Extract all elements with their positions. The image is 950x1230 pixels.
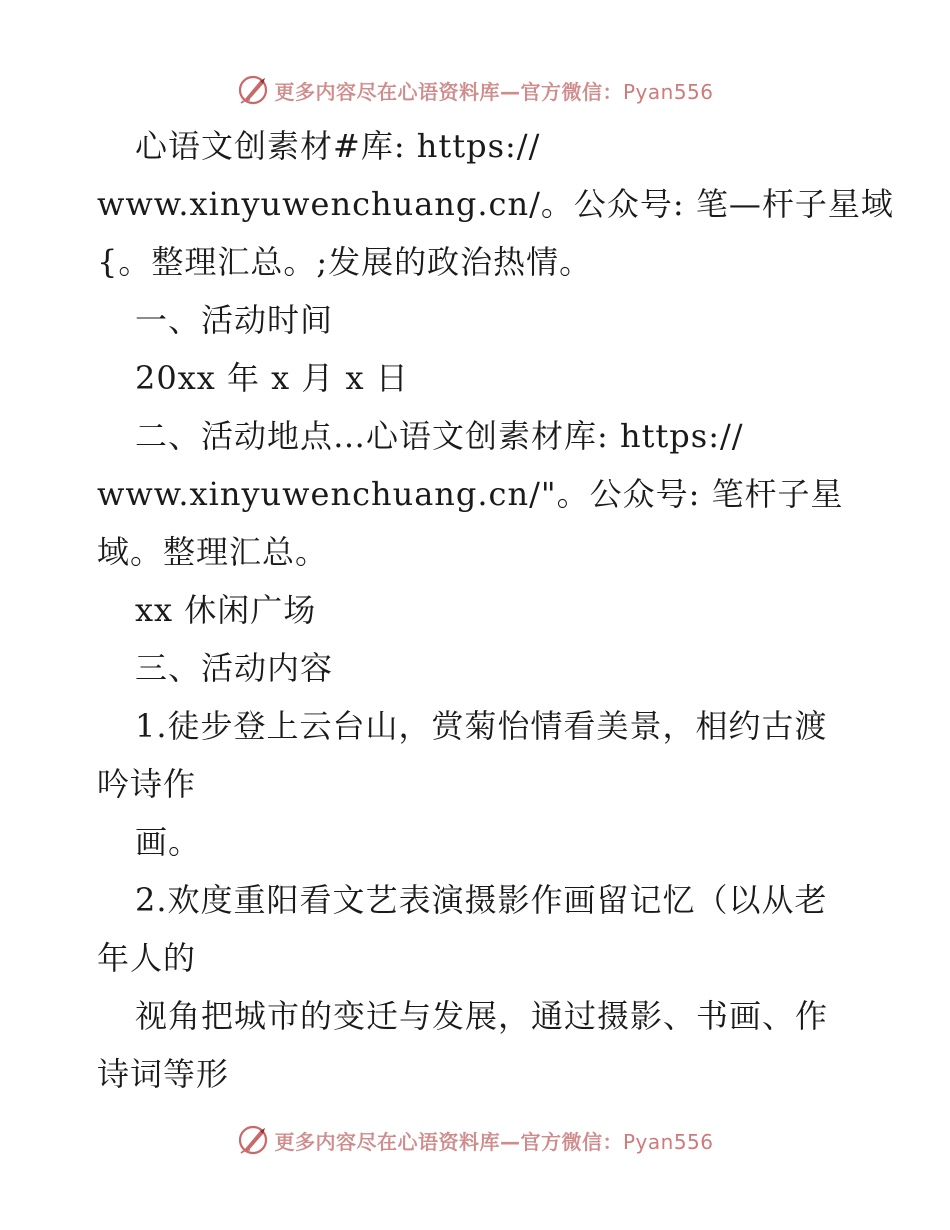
banner-label: 更多内容尽在心语资料库—官方微信： [274,79,623,104]
text-line: 吟诗作 [97,765,197,803]
quill-pen-logo-icon [236,1123,270,1157]
banner-wechat-id: Pyan556 [622,79,714,104]
text-line: 1.徒步登上云台山，赏菊怡情看美景，相约古渡 [135,707,828,745]
header-banner [0,70,950,110]
quill-pen-logo-icon [236,73,270,107]
text-line: 诗词等形 [97,1055,230,1093]
text-line: 视角把城市的变迁与发展，通过摄影、书画、作 [135,997,829,1035]
footer-banner [0,1120,950,1160]
text-line: 画。 [135,823,202,861]
text-line: 2.欢度重阳看文艺表演摄影作画留记忆（以从老 [135,881,828,919]
banner-text [274,76,713,105]
banner-label: 更多内容尽在心语资料库—官方微信： [274,1129,623,1154]
section-heading: 三、活动内容 [135,649,334,687]
text-line: 域。整理汇总。 [97,533,329,571]
text-line: {。整理汇总。;发展的政治热情。 [97,243,593,281]
text-line: 心语文创素材#库: https:// [135,127,541,165]
text-line: xx 休闲广场 [135,591,317,629]
banner-wechat-id: Pyan556 [622,1129,714,1154]
section-heading: 一、活动时间 [135,301,334,339]
text-line: www.xinyuwenchuang.cn/"。公众号: 笔杆子星 [97,475,844,513]
banner-text [274,1126,713,1155]
section-heading: 二、活动地点…心语文创素材库: https:// [135,417,744,455]
text-line: 年人的 [97,939,197,977]
text-line: 20xx 年 x 月 x 日 [135,359,409,397]
text-line: www.xinyuwenchuang.cn/。公众号: 笔—杆子星域 [97,185,894,223]
